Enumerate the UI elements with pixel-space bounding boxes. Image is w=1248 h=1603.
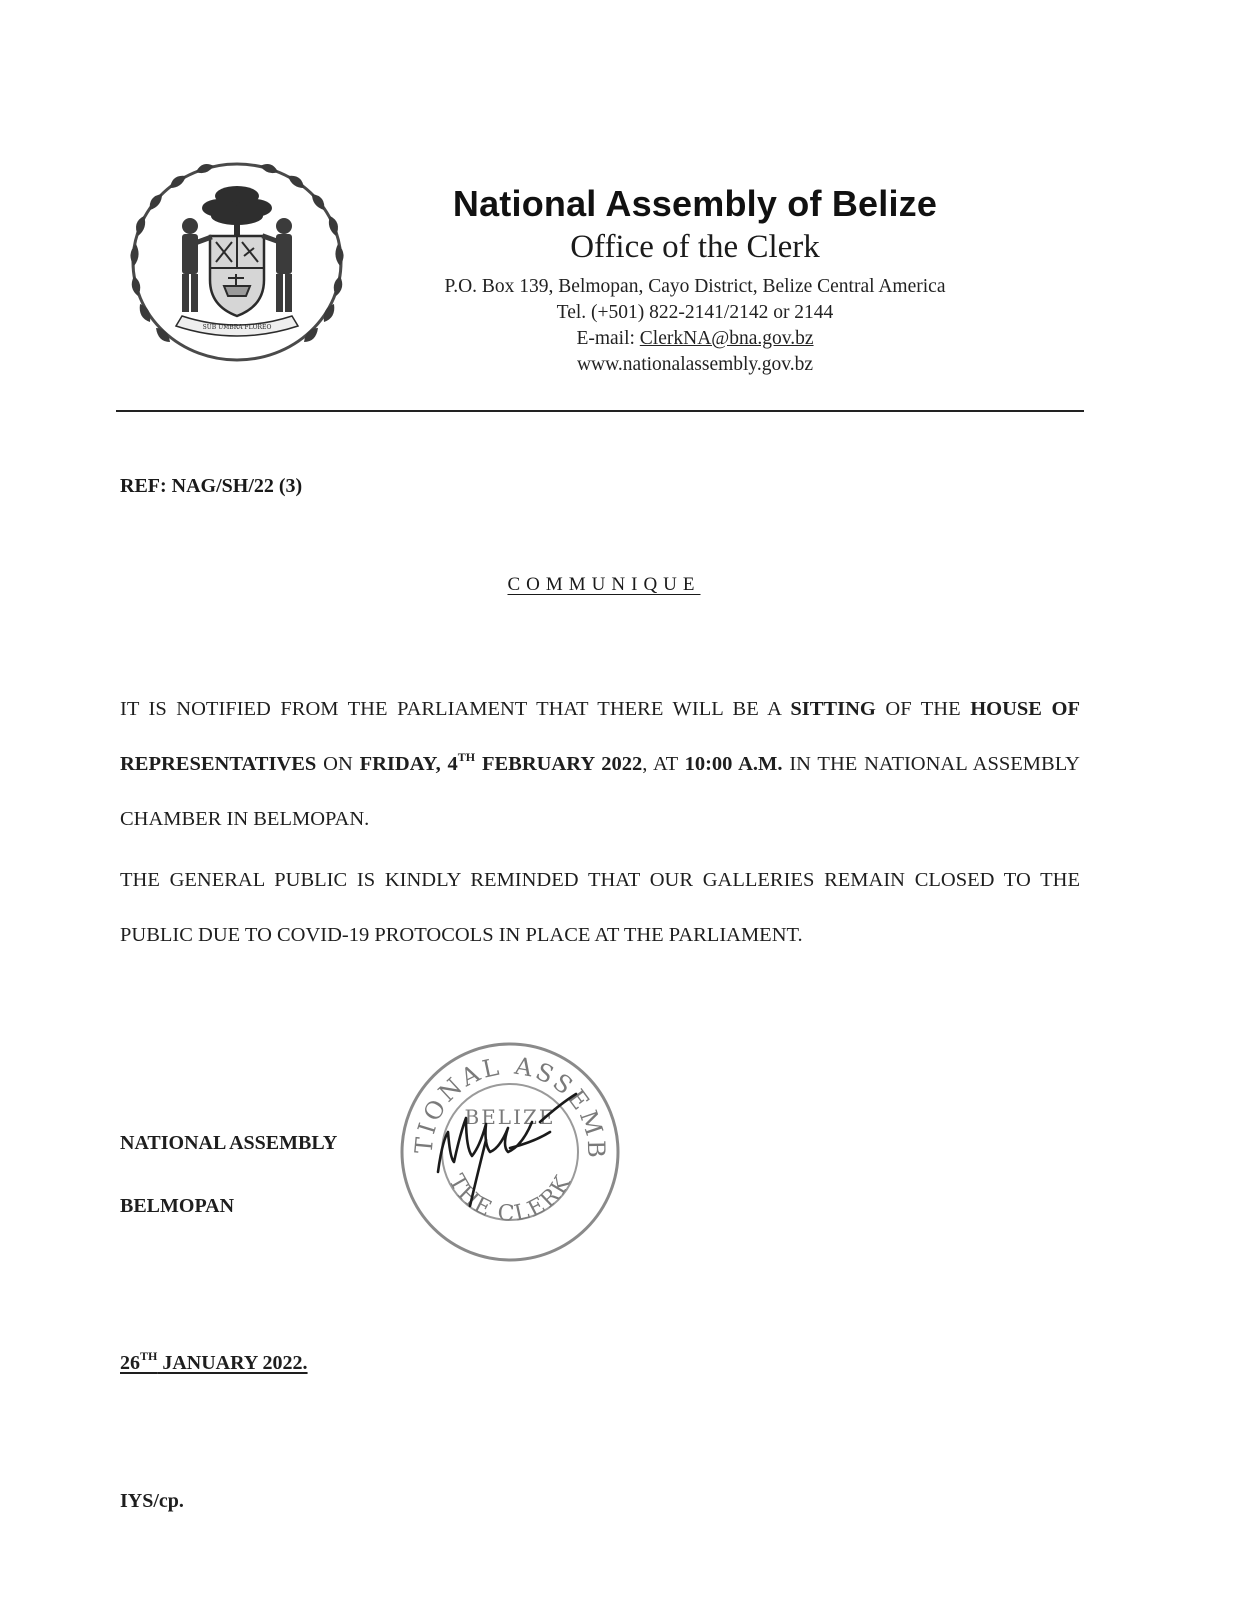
office-subtitle: Office of the Clerk [570, 229, 820, 265]
signatory-organization: NATIONAL ASSEMBLY [120, 1132, 338, 1154]
signatory-city: BELMOPAN [120, 1195, 235, 1217]
para1-sitting: SITTING [790, 698, 876, 720]
crest-motto: SUB UMBRA FLOREO [202, 324, 272, 331]
heading-text: COMMUNIQUE [507, 574, 701, 595]
para1-text-2: OF THE [875, 698, 971, 720]
email-label: E-mail: [576, 328, 640, 349]
notice-paragraph [120, 682, 1080, 847]
date-day-ordinal: TH [140, 1349, 158, 1363]
organization-title: National Assembly of Belize [452, 183, 938, 224]
stamp-middle-text: BELIZE [464, 1105, 556, 1129]
para1-month-year: FEBRUARY 2022 [475, 753, 643, 775]
postal-address: P.O. Box 139, Belmopan, Cayo District, Belize Central America [444, 276, 946, 297]
para1-day-ordinal: TH [457, 750, 476, 764]
belize-coat-of-arms-icon [124, 156, 350, 368]
document-heading [120, 574, 1088, 596]
reminder-text: THE GENERAL PUBLIC IS KINDLY REMINDED THAT OUR GALLERIES REMAIN CLOSED TO THE PUBLIC DUE TO COVID-19 PROTOCOLS IN PLACE AT THE PARLIAMENT. [120, 869, 1080, 946]
stamp-bottom-text: THE CLERK [443, 1170, 577, 1227]
telephone-line: Tel. (+501) 822-2141/2142 or 2144 [556, 302, 834, 323]
svg-text:THE CLERK [443, 1170, 576, 1227]
para1-text-3: ON [316, 753, 360, 775]
email-line [380, 328, 1010, 350]
website-link[interactable]: www.nationalassembly.gov.bz [576, 354, 814, 375]
reminder-paragraph [120, 853, 1080, 963]
letterhead-divider [116, 410, 1084, 412]
para1-text-4: , AT [642, 753, 685, 775]
date-day: 26 [120, 1352, 140, 1374]
email-link[interactable]: ClerkNA@bna.gov.bz [639, 328, 814, 349]
para1-day: FRIDAY, 4 [359, 753, 458, 775]
date-month-year: JANUARY 2022. [157, 1352, 308, 1374]
para1-time: 10:00 A.M. [684, 753, 783, 775]
issue-date [120, 1349, 308, 1375]
para1-house: HOUSE OF REPRESENTATIVES [120, 698, 1080, 775]
official-stamp-icon [390, 1032, 630, 1272]
para1-text-5: IN THE NATIONAL ASSEMBLY CHAMBER IN BELMOPAN. [120, 753, 1080, 830]
typist-initials: IYS/cp. [120, 1490, 184, 1512]
reference-number: REF: NAG/SH/22 (3) [120, 475, 303, 497]
stamp-top-text: TIONAL ASSEMB [409, 1051, 611, 1162]
para1-text-1: IT IS NOTIFIED FROM THE PARLIAMENT THAT THERE WILL BE A [120, 698, 791, 720]
